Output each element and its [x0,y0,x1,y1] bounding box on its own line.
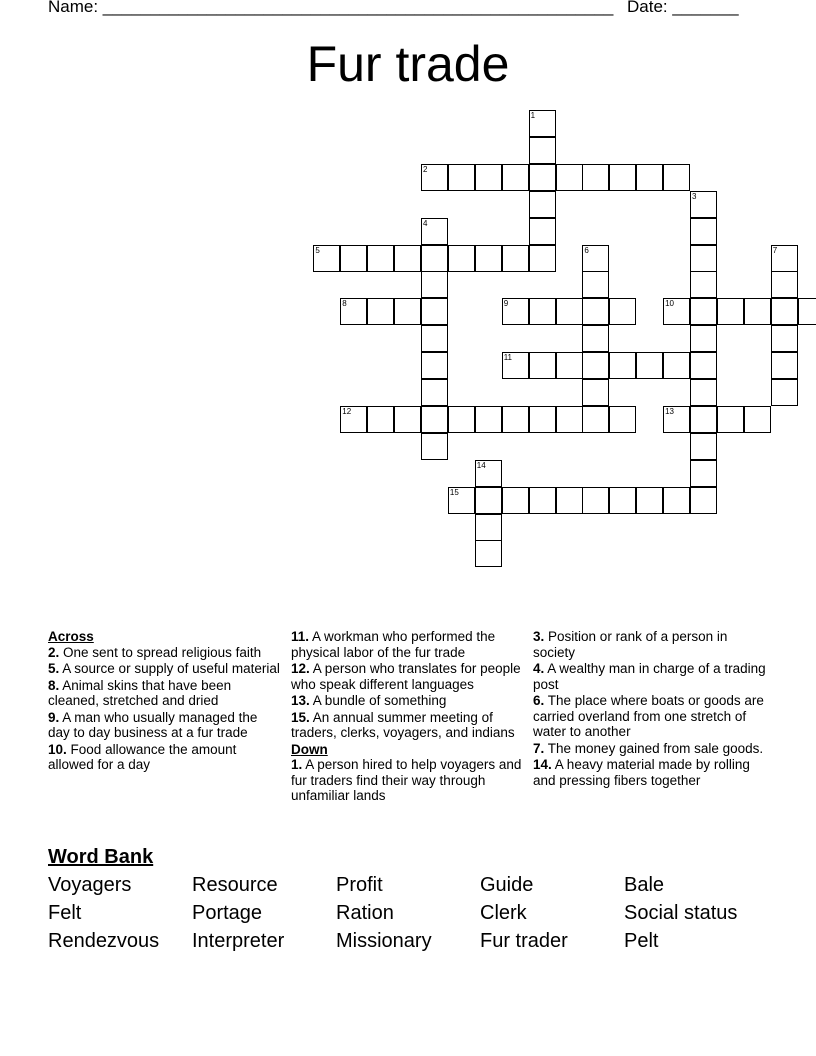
crossword-cell[interactable] [448,406,475,433]
across-clue [48,742,280,773]
clue-number: 5. [48,661,60,676]
word-bank-item: Fur trader [480,930,568,952]
crossword-cell[interactable] [582,352,609,379]
crossword-cell[interactable] [502,352,529,379]
crossword-cell[interactable] [502,245,529,272]
crossword-cell[interactable] [771,298,798,325]
clue-text: Food allowance the amount allowed for a day [48,741,237,772]
clue-number: 9. [48,709,60,725]
crossword-cell[interactable] [717,298,744,325]
clue-number-label: 10 [665,299,674,309]
across-clue [48,645,280,661]
crossword-cell[interactable] [421,218,448,245]
crossword-cell[interactable] [556,298,583,325]
crossword-cell[interactable] [636,487,663,514]
crossword-cell[interactable] [771,245,798,272]
down-clue [533,661,769,692]
crossword-cell[interactable] [421,352,448,379]
across-heading: Across [48,629,94,644]
crossword-cell[interactable] [448,245,475,272]
crossword-cell[interactable] [663,352,690,379]
across-clue [48,678,280,709]
crossword-cell[interactable] [609,298,636,325]
crossword-cell[interactable] [556,406,583,433]
clue-text: A heavy material made by rolling and pressing fibers together [533,757,750,788]
crossword-cell[interactable] [475,245,502,272]
crossword-cell[interactable] [582,487,609,514]
crossword-cell[interactable] [609,406,636,433]
crossword-cell[interactable] [421,164,448,191]
clue-number-label: 4 [423,218,428,228]
clue-text: Animal skins that have been cleaned, stretched and dried [48,677,232,708]
crossword-cell[interactable] [529,487,556,514]
word-bank-item: Guide [480,874,534,896]
crossword-cell[interactable] [744,406,771,433]
clue-number-label: 12 [342,406,352,416]
crossword-cell[interactable] [690,298,717,325]
crossword-cell[interactable] [582,164,609,191]
across-clue [48,710,280,741]
word-bank-item: Clerk [480,902,527,924]
clue-text: A workman who performed the physical labor of the fur trade [291,629,496,660]
crossword-cell[interactable] [609,352,636,379]
crossword-cell[interactable] [744,298,771,325]
crossword-cell[interactable] [529,110,556,137]
clue-text: The money gained from sale goods. [547,740,764,756]
crossword-cell[interactable] [529,298,556,325]
clue-text: A wealthy man in charge of a trading post [533,661,766,692]
crossword-cell[interactable] [771,325,798,352]
across-clue [291,710,523,741]
clue-text: A source or supply of useful material [62,661,280,676]
crossword-cell[interactable] [663,164,690,191]
crossword-cell[interactable] [502,406,529,433]
clue-number-label: 11 [503,353,512,363]
crossword-cell[interactable] [421,245,448,272]
clue-number-label: 14 [476,460,486,470]
crossword-cell[interactable] [394,406,421,433]
crossword-cell[interactable] [367,245,394,272]
crossword-cell[interactable] [394,298,421,325]
crossword-cell[interactable] [529,137,556,164]
word-bank-item: Felt [48,902,82,924]
clue-text: A man who usually managed the day to day business at a fur trade [48,709,258,740]
word-bank-item: Resource [192,874,278,896]
crossword-cell[interactable] [771,271,798,298]
crossword-cell[interactable] [475,514,502,541]
clue-text: The place where boats or goods are carried overland from one stretch of water to another [533,693,764,739]
crossword-cell[interactable] [556,352,583,379]
crossword-cell[interactable] [529,191,556,218]
clue-number-label: 1 [530,111,536,120]
date-field[interactable]: Date: _______ [627,0,739,16]
crossword-cell[interactable] [636,352,663,379]
clue-number: 15. [291,709,310,725]
word-bank-item: Voyagers [48,874,132,896]
crossword-cell[interactable] [690,406,717,433]
crossword-cell[interactable] [475,164,502,191]
crossword-cell[interactable] [798,298,816,325]
crossword-cell[interactable] [421,271,448,298]
crossword-cell[interactable] [636,164,663,191]
word-bank-item: Ration [336,902,394,924]
crossword-cell[interactable] [690,487,717,514]
crossword-cell[interactable] [690,325,717,352]
crossword-cell[interactable] [690,433,717,460]
crossword-cell[interactable] [340,406,367,433]
crossword-cell[interactable] [582,271,609,298]
across-clue [291,693,523,709]
crossword-cell[interactable] [529,406,556,433]
crossword-cell[interactable] [690,191,717,218]
crossword-cell[interactable] [556,487,583,514]
crossword-cell[interactable] [421,325,448,352]
clue-text: One sent to spread religious faith [63,644,262,660]
crossword-cell[interactable] [529,352,556,379]
clue-text: A person who translates for people who speak different languages [291,661,521,692]
crossword-cell[interactable] [367,406,394,433]
word-bank-item: Rendezvous [48,930,160,952]
crossword-cell[interactable] [582,379,609,406]
across-clue [291,629,523,660]
crossword-cell[interactable] [690,245,717,272]
word-bank-item: Pelt [624,930,659,952]
crossword-cell[interactable] [717,406,744,433]
word-bank-item: Interpreter [192,930,285,952]
clue-number: 8. [48,677,60,693]
word-bank-item: Profit [336,874,383,896]
across-clue [48,661,280,677]
clue-number: 12. [291,661,310,676]
crossword-cell[interactable] [582,325,609,352]
crossword-cell[interactable] [690,460,717,487]
crossword-cell[interactable] [556,164,583,191]
clue-text: An annual summer meeting of traders, clerks, voyagers, and indians [291,709,515,740]
crossword-cell[interactable] [475,406,502,433]
crossword-cell[interactable] [771,379,798,406]
crossword-cell[interactable] [475,460,502,487]
crossword-cell[interactable] [421,379,448,406]
clue-number: 10. [48,741,67,757]
clue-number-label: 5 [315,245,320,255]
clue-number-label: 7 [772,245,778,255]
crossword-cell[interactable] [582,245,609,272]
word-bank-item: Social status [624,902,738,924]
clue-number: 11. [291,629,310,644]
down-clue [533,629,769,660]
clue-number: 3. [533,629,545,644]
crossword-cell[interactable] [609,487,636,514]
crossword-cell[interactable] [690,352,717,379]
crossword-cell[interactable] [448,164,475,191]
crossword-cell[interactable] [663,487,690,514]
crossword-cell[interactable] [663,298,690,325]
word-bank-title: Word Bank [48,846,154,868]
clue-number: 6. [533,693,545,708]
clue-number-label: 6 [584,245,589,255]
crossword-cell[interactable] [582,298,609,325]
crossword-cell[interactable] [394,245,421,272]
clue-number: 7. [533,740,545,756]
crossword-cell[interactable] [340,298,367,325]
name-field[interactable]: Name: ______________________________________________________ [48,0,614,16]
crossword-cell[interactable] [609,164,636,191]
clue-text: A bundle of something [312,693,447,708]
crossword-cell[interactable] [448,487,475,514]
down-heading: Down [291,741,328,757]
crossword-cell[interactable] [771,352,798,379]
clues-column-2 [291,629,523,805]
word-bank-item: Bale [624,874,665,896]
crossword-cell[interactable] [690,271,717,298]
crossword-cell[interactable] [367,298,394,325]
crossword-cell[interactable] [421,298,448,325]
down-clue [533,693,769,740]
crossword-cell[interactable] [690,379,717,406]
crossword-cell[interactable] [313,245,340,272]
word-bank-item: Portage [192,902,263,924]
crossword-cell[interactable] [475,487,502,514]
clue-number: 1. [291,757,303,772]
crossword-cell[interactable] [663,406,690,433]
clue-number-label: 2 [423,164,428,174]
crossword-cell[interactable] [502,164,529,191]
crossword-cell[interactable] [529,164,556,191]
clue-number-label: 13 [665,406,674,416]
clue-text: Position or rank of a person in society [533,629,728,660]
across-clue [291,661,523,692]
crossword-cell[interactable] [340,245,367,272]
clue-number-label: 3 [692,191,697,201]
clue-number: 13. [291,693,310,708]
crossword-cell[interactable] [421,433,448,460]
page-title: Fur trade [306,36,510,92]
crossword-cell[interactable] [421,406,448,433]
crossword-cell[interactable] [529,218,556,245]
crossword-cell[interactable] [582,406,609,433]
down-clue [533,757,769,788]
clue-number-label: 9 [503,299,509,309]
clue-number: 2. [48,644,60,660]
clues-column-1 [48,629,280,774]
clue-number: 4. [533,661,545,676]
crossword-cell[interactable] [502,298,529,325]
crossword-cell[interactable] [502,487,529,514]
down-clue [291,757,523,804]
clue-text: A person hired to help voyagers and fur traders find their way through unfamiliar lands [291,757,522,803]
crossword-cell[interactable] [529,245,556,272]
clue-number: 14. [533,757,552,772]
crossword-cell[interactable] [475,540,502,567]
down-clue [533,741,769,757]
crossword-cell[interactable] [690,218,717,245]
word-bank-item: Missionary [336,930,432,952]
clue-number-label: 15 [449,487,459,497]
clues-column-3 [533,629,769,789]
clue-number-label: 8 [342,299,347,309]
